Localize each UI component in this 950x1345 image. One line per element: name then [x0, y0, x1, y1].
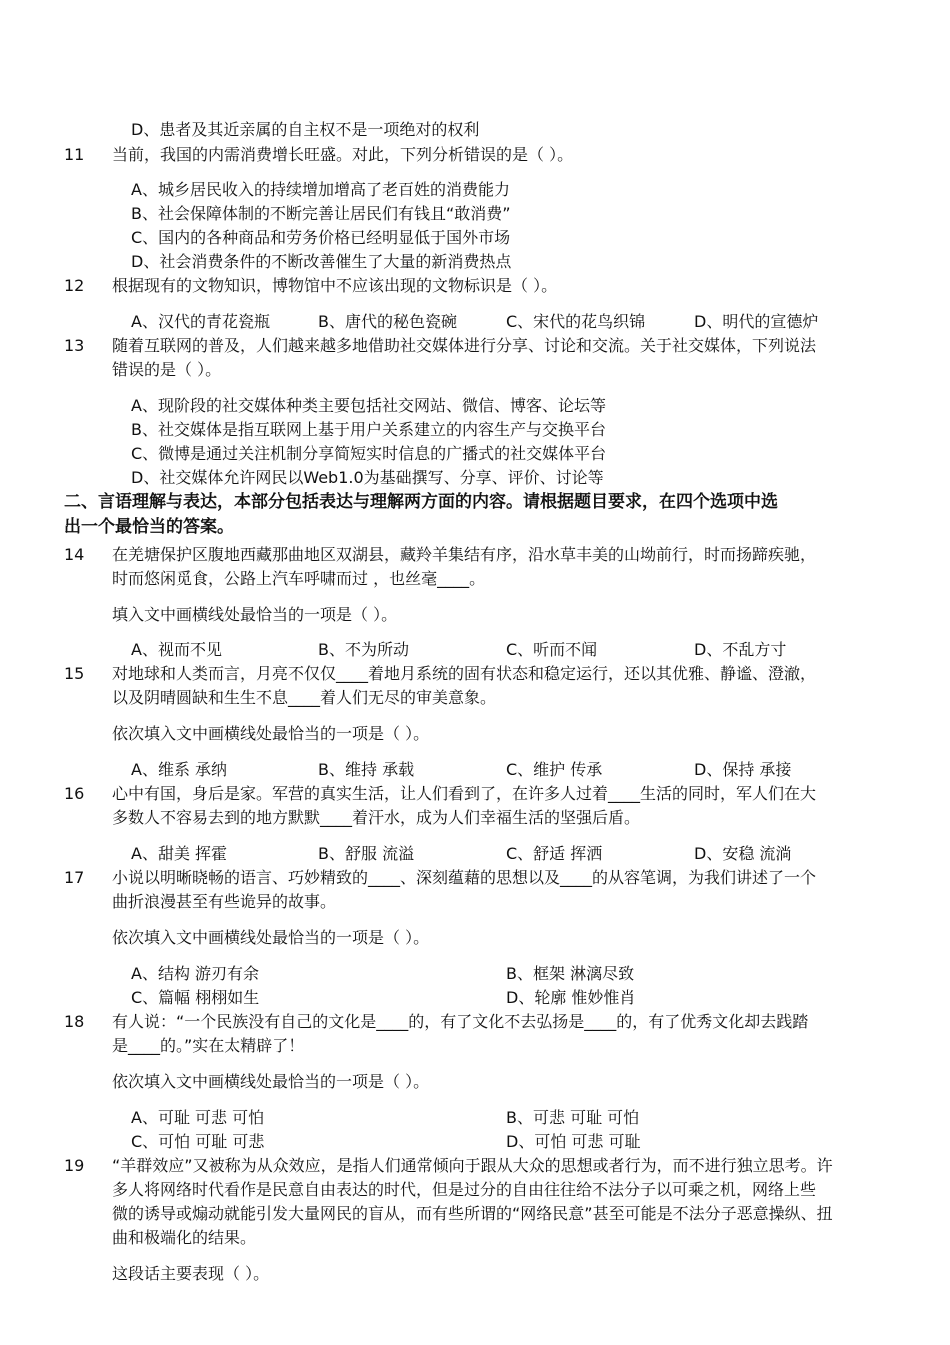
question-15-number: 15 — [64, 664, 85, 683]
question-14-stem-line-1: 在羌塘保护区腹地西藏那曲地区双湖县，藏羚羊集结有序，沿水草丰美的山坳前行，时而扬蹄疾驰， — [112, 545, 817, 564]
question-15-stem-line-1: 对地球和人类而言，月亮不仅仅____着地月系统的固有状态和稳定运行，还以其优雅、静谧、澄澈， — [112, 664, 817, 683]
section-2-heading-line-2: 出一个最恰当的答案。 — [64, 517, 234, 537]
question-18-option-a: A、可耻 可悲 可怕 — [131, 1108, 265, 1127]
question-11-stem: 当前，我国的内需消费增长旺盛。对此，下列分析错误的是（ ）。 — [112, 145, 574, 164]
question-15-stem-line-2: 以及阴晴圆缺和生生不息____着人们无尽的审美意象。 — [112, 688, 497, 707]
question-12-option-d: D、明代的宣德炉 — [694, 312, 819, 331]
question-17-option-a: A、结构 游刃有余 — [131, 964, 260, 983]
question-17-stem-line-1: 小说以明晰晓畅的语言、巧妙精致的____、深刻蕴藉的思想以及____的从容笔调，为我们讲述了一个 — [112, 868, 817, 887]
question-12-option-c: C、宋代的花鸟织锦 — [506, 312, 646, 331]
question-13-option-d: D、社交媒体允许网民以Web1.0为基础撰写、分享、评价、讨论等 — [131, 468, 604, 487]
question-11-option-a: A、城乡居民收入的持续增加增高了老百姓的消费能力 — [131, 180, 510, 199]
question-14-number: 14 — [64, 545, 85, 564]
question-11-option-d: D、社会消费条件的不断改善催生了大量的新消费热点 — [131, 252, 512, 271]
question-15-option-a: A、维系 承纳 — [131, 760, 228, 779]
question-18-stem-line-1: 有人说：“一个民族没有自己的文化是____的，有了文化不去弘扬是____的，有了优秀文化却去践踏 — [112, 1012, 809, 1031]
question-11-option-b: B、社会保障体制的不断完善让居民们有钱且“敢消费” — [131, 204, 511, 223]
question-12-option-a: A、汉代的青花瓷瓶 — [131, 312, 270, 331]
question-14-option-a: A、视而不见 — [131, 640, 222, 659]
question-16-option-c: C、舒适 挥洒 — [506, 844, 603, 863]
question-14-option-c: C、听而不闻 — [506, 640, 598, 659]
question-13-option-c: C、微博是通过关注机制分享简短实时信息的广播式的社交媒体平台 — [131, 444, 607, 463]
question-15-prompt: 依次填入文中画横线处最恰当的一项是（ ）。 — [112, 724, 430, 743]
question-16-option-d: D、安稳 流淌 — [694, 844, 792, 863]
question-18-option-b: B、可悲 可耻 可怕 — [506, 1108, 640, 1127]
question-16-option-a: A、甜美 挥霍 — [131, 844, 228, 863]
question-17-prompt: 依次填入文中画横线处最恰当的一项是（ ）。 — [112, 928, 430, 947]
question-11-number: 11 — [64, 145, 85, 164]
question-13-option-a: A、现阶段的社交媒体种类主要包括社交网站、微信、博客、论坛等 — [131, 396, 606, 415]
question-19-number: 19 — [64, 1156, 85, 1175]
question-12-number: 12 — [64, 276, 85, 295]
question-13-stem-line-2: 错误的是（ ）。 — [112, 360, 222, 379]
question-13-option-b: B、社交媒体是指互联网上基于用户关系建立的内容生产与交换平台 — [131, 420, 606, 439]
question-16-stem-line-1: 心中有国，身后是家。军营的真实生活，让人们看到了，在许多人过着____生活的同时，军人们在大 — [112, 784, 817, 803]
question-19-stem-line-2: 多人将网络时代看作是民意自由表达的时代，但是过分的自由往往给不法分子以可乘之机，网络上些 — [112, 1180, 817, 1199]
question-16-option-b: B、舒服 流溢 — [318, 844, 415, 863]
question-10-option-d: D、患者及其近亲属的自主权不是一项绝对的权利 — [131, 120, 480, 139]
question-14-option-b: B、不为所动 — [318, 640, 409, 659]
question-17-number: 17 — [64, 868, 85, 887]
question-11-option-c: C、国内的各种商品和劳务价格已经明显低于国外市场 — [131, 228, 511, 247]
question-14-stem-line-2: 时而悠闲觅食，公路上汽车呼啸而过 ，也丝毫____。 — [112, 569, 486, 588]
question-19-prompt: 这段话主要表现（ ）。 — [112, 1264, 270, 1283]
question-18-stem-line-2: 是____的。”实在太精辟了！ — [112, 1036, 305, 1055]
section-2-heading-line-1: 二、言语理解与表达，本部分包括表达与理解两方面的内容。请根据题目要求，在四个选项中选 — [64, 492, 778, 512]
question-18-prompt: 依次填入文中画横线处最恰当的一项是（ ）。 — [112, 1072, 430, 1091]
question-12-stem: 根据现有的文物知识，博物馆中不应该出现的文物标识是（ ）。 — [112, 276, 558, 295]
question-18-option-d: D、可怕 可悲 可耻 — [506, 1132, 641, 1151]
question-13-number: 13 — [64, 336, 85, 355]
question-14-prompt: 填入文中画横线处最恰当的一项是（ ）。 — [112, 605, 398, 624]
question-15-option-c: C、维护 传承 — [506, 760, 603, 779]
question-18-number: 18 — [64, 1012, 85, 1031]
question-17-option-c: C、篇幅 栩栩如生 — [131, 988, 260, 1007]
question-16-number: 16 — [64, 784, 85, 803]
question-15-option-b: B、维持 承载 — [318, 760, 415, 779]
question-17-option-b: B、框架 淋漓尽致 — [506, 964, 635, 983]
question-18-option-c: C、可怕 可耻 可悲 — [131, 1132, 265, 1151]
question-14-option-d: D、不乱方寸 — [694, 640, 787, 659]
question-15-option-d: D、保持 承接 — [694, 760, 792, 779]
question-17-stem-line-2: 曲折浪漫甚至有些诡异的故事。 — [112, 892, 337, 911]
question-12-option-b: B、唐代的秘色瓷碗 — [318, 312, 457, 331]
question-17-option-d: D、轮廓 惟妙惟肖 — [506, 988, 636, 1007]
question-16-stem-line-2: 多数人不容易去到的地方默默____着汗水，成为人们幸福生活的坚强后盾。 — [112, 808, 641, 827]
question-13-stem-line-1: 随着互联网的普及，人们越来越多地借助社交媒体进行分享、讨论和交流。关于社交媒体，下列说法 — [112, 336, 817, 355]
question-19-stem-line-4: 曲和极端化的结果。 — [112, 1228, 257, 1247]
question-19-stem-line-3: 微的诱导或煽动就能引发大量网民的盲从，而有些所谓的“网络民意”甚至可能是不法分子恶意操纵、扭 — [112, 1204, 833, 1223]
question-19-stem-line-1: “羊群效应”又被称为从众效应，是指人们通常倾向于跟从大众的思想或者行为，而不进行独立思考。许 — [112, 1156, 833, 1175]
